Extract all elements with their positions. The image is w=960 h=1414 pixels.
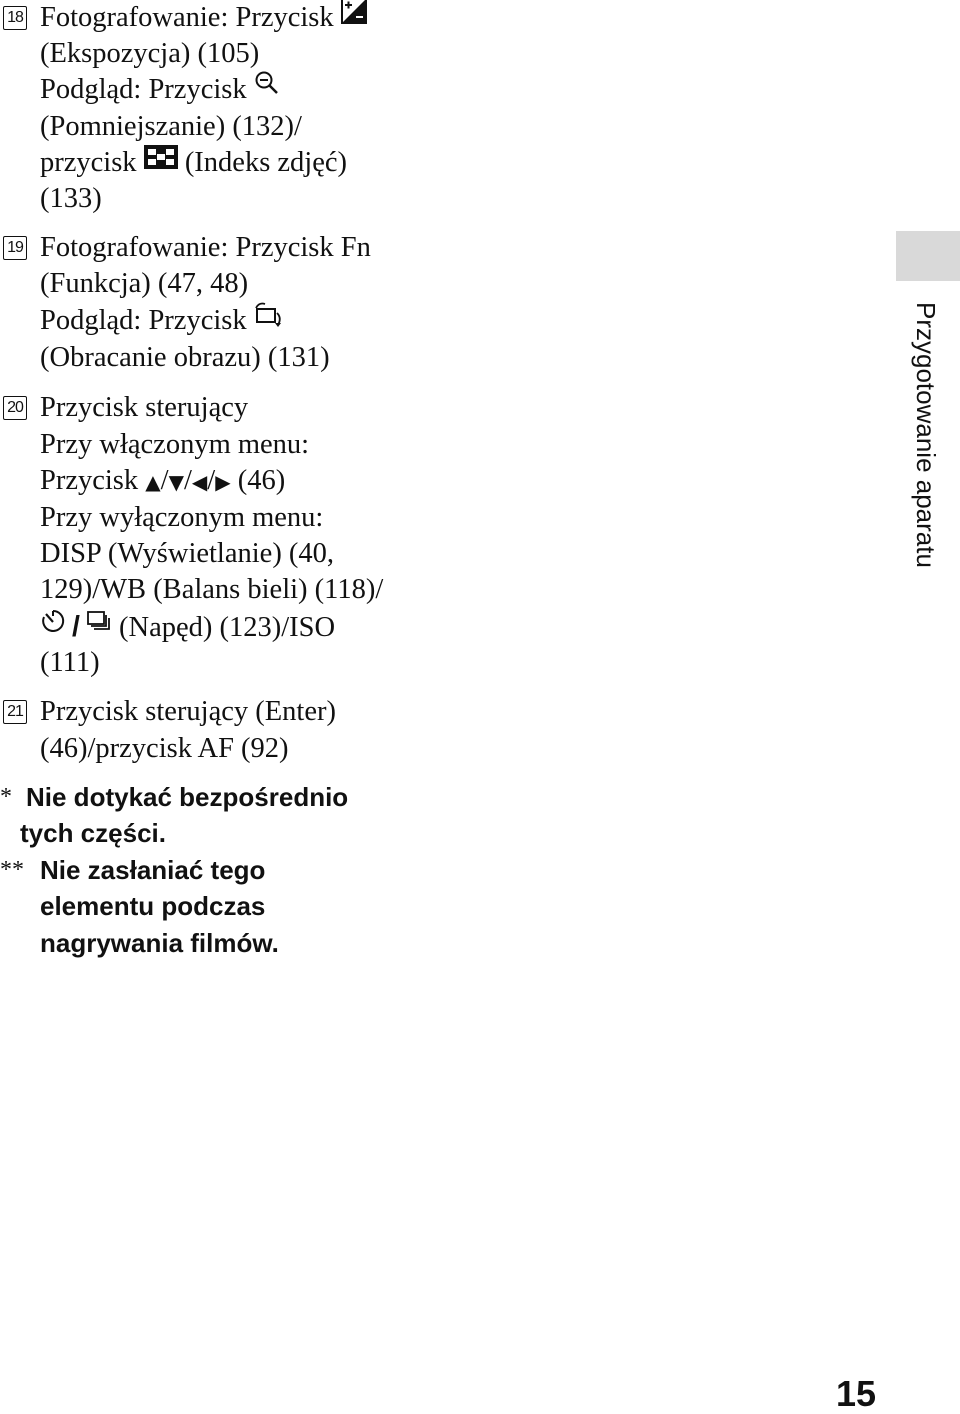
slash-separator: / <box>72 611 80 643</box>
item-19-line-3: Podgląd: Przycisk <box>40 303 284 340</box>
arrow-down-icon: ▼ <box>168 470 184 494</box>
arrow-up-icon: ▲ <box>145 470 161 494</box>
arrow-right-icon: ▶ <box>215 470 231 494</box>
continuous-drive-icon <box>86 608 112 645</box>
footnote-double-asterisk <box>0 852 860 972</box>
footnote-line: tych części. <box>20 818 166 848</box>
item-number-badge: 19 <box>3 236 27 260</box>
item-20-line-7: / (Napęd) (123)/ISO <box>40 609 335 646</box>
item-21-line-2: (46)/przycisk AF (92) <box>40 733 289 764</box>
footnote-line: Nie dotykać bezpośrednio <box>26 782 349 812</box>
item-number-badge: 21 <box>3 700 27 724</box>
item-20-line-6: 129)/WB (Balans bieli) (118)/ <box>40 574 384 605</box>
footnote-mark: ** <box>0 857 24 883</box>
footnote-line: Nie zasłaniać tego <box>40 855 266 885</box>
item-19-line-4: (Obracanie obrazu) (131) <box>40 342 330 373</box>
footnote-single-asterisk <box>0 779 860 859</box>
item-19-line-1: Fotografowanie: Przycisk Fn <box>40 232 371 263</box>
item-18-line-3: Podgląd: Przycisk <box>40 72 280 109</box>
item-20-line-3: Przycisk ▲/▼/◀/▶ (46) <box>40 465 286 496</box>
item-20-line-1: Przycisk sterujący <box>40 392 249 423</box>
zoom-out-magnifier-icon <box>254 70 280 107</box>
self-timer-icon <box>40 608 66 645</box>
item-21-line-1: Przycisk sterujący (Enter) <box>40 696 336 727</box>
item-number-badge: 18 <box>3 6 27 30</box>
page-number: 15 <box>835 1373 876 1414</box>
item-number-badge: 20 <box>3 396 27 420</box>
index-grid-icon <box>144 143 178 180</box>
item-20-line-2: Przy włączonym menu: <box>40 429 310 460</box>
exposure-icon <box>341 0 367 35</box>
section-tab-marker <box>896 231 960 281</box>
item-20-line-4: Przy wyłączonym menu: <box>40 502 324 533</box>
item-18-line-4: (Pomniejszanie) (132)/ <box>40 111 302 142</box>
item-18-line-1: Fotografowanie: Przycisk <box>40 0 367 37</box>
footnote-line: nagrywania filmów. <box>40 928 279 958</box>
item-20-line-8: (111) <box>40 647 100 678</box>
footnote-mark: * <box>0 784 12 810</box>
arrow-left-icon: ◀ <box>191 470 208 494</box>
item-19-line-2: (Funkcja) (47, 48) <box>40 268 249 299</box>
item-18-line-5: przycisk (Indeks zdjęć) <box>40 145 347 182</box>
item-20-line-5: DISP (Wyświetlanie) (40, <box>40 538 335 569</box>
item-18-line-6: (133) <box>40 183 102 214</box>
item-18-line-2: (Ekspozycja) (105) <box>40 38 260 69</box>
rotate-image-icon <box>254 301 284 338</box>
section-label: Przygotowanie aparatu <box>911 302 941 568</box>
footnote-line: elementu podczas <box>40 891 266 921</box>
